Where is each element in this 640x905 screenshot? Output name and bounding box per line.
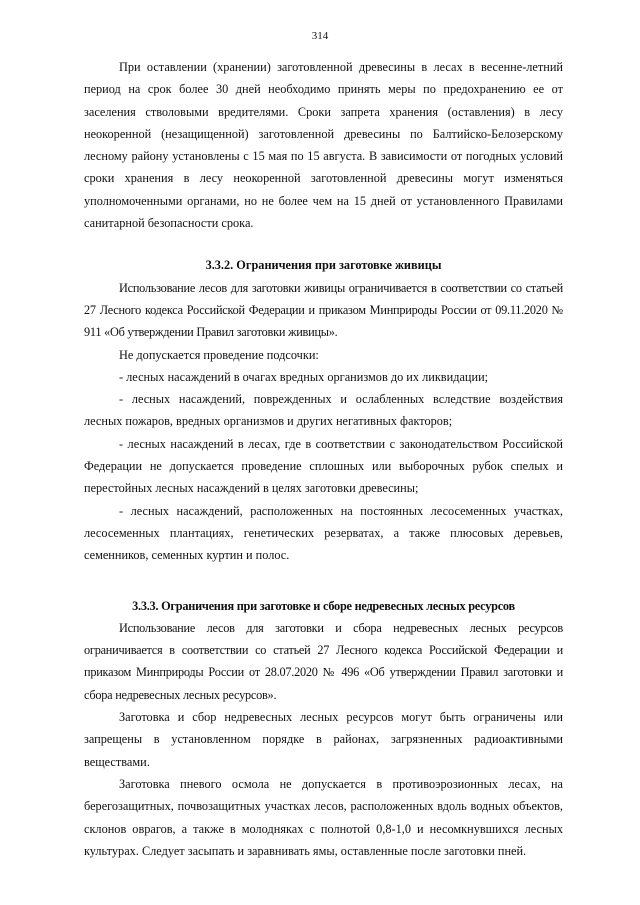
intro-paragraph: При оставлении (хранении) заготовленной древесины в лесах в весенне-летний период на срок более 30 дней необходимо принять меры по предохранению ее от заселения стволовыми вредителями. Сроки запрета хранения (оставления) в лесу неокоренной (незащищенной) заготовленной древесины по Балтийско-Белозерскому лесному району установлены с 15 мая по 15 августа. В зависимости от погодных условий сроки хранения в лесу неокоренной заготовленной древесины могут изменяться уполномоченными органами, но не более чем на 15 дней от установленного Правилами санитарной безопасности срока.	[84, 60, 563, 231]
paragraph: Заготовка пневого осмола не допускается в противоэрозионных лесах, на берегозащитных, почвозащитных участках лесов, расположенных вдоль водных объектов, склонов оврагов, а также в молодняках с полнотой 0,8-1,0 и несомкнувшихся лесных культурах. Следует засыпать и заравнивать ямы, оставленные после заготовки пней.	[84, 776, 563, 858]
paragraph: Использование лесов для заготовки живицы ограничивается в соответствии со статьей 27 Лесного кодекса Российской Федерации и приказом Минприроды России от 09.11.2020 № 911 «Об утверждении Правил заготовки живицы».	[84, 280, 563, 340]
page-number: 314	[311, 30, 329, 42]
list-item: - лесных насаждений в лесах, где в соответствии с законодательством Российской Федерации не допускается проведение сплошных или выборочных рубок спелых и перестойных лесных насаждений в целях заготовки древесины;	[84, 436, 563, 496]
section-3-3-2	[84, 254, 563, 566]
list-item: - лесных насаждений, расположенных на постоянных лесосеменных участках, лесосеменных плантациях, генетических резерватах, а также плюсовых деревьев, семенников, семенных куртин и полос.	[84, 503, 563, 563]
section-3-3-3	[84, 595, 563, 863]
section-heading: 3.3.2. Ограничения при заготовке живицы	[205, 258, 442, 273]
list-item: - лесных насаждений, поврежденных и ослабленных вследствие воздействия лесных пожаров, вредных организмов и других негативных факторов;	[84, 392, 563, 429]
page-body	[84, 56, 563, 862]
paragraph: Заготовка и сбор недревесных лесных ресурсов могут быть ограничены или запрещены в установленном порядке в районах, загрязненных радиоактивными веществами.	[84, 710, 563, 769]
paragraph: Использование лесов для заготовки и сбора недревесных лесных ресурсов ограничивается в соответствии со статьей 27 Лесного кодекса Российской Федерации и приказом Минприроды России от 28.07.2020 № 496 «Об утверждении Правил заготовки и сбора недревесных лесных ресурсов».	[84, 620, 563, 702]
section-heading: 3.3.3. Ограничения при заготовке и сборе недревесных лесных ресурсов	[132, 598, 515, 613]
paragraph: Не допускается проведение подсочки:	[119, 347, 319, 362]
list-item: - лесных насаждений в очагах вредных организмов до их ликвидации;	[119, 369, 489, 384]
